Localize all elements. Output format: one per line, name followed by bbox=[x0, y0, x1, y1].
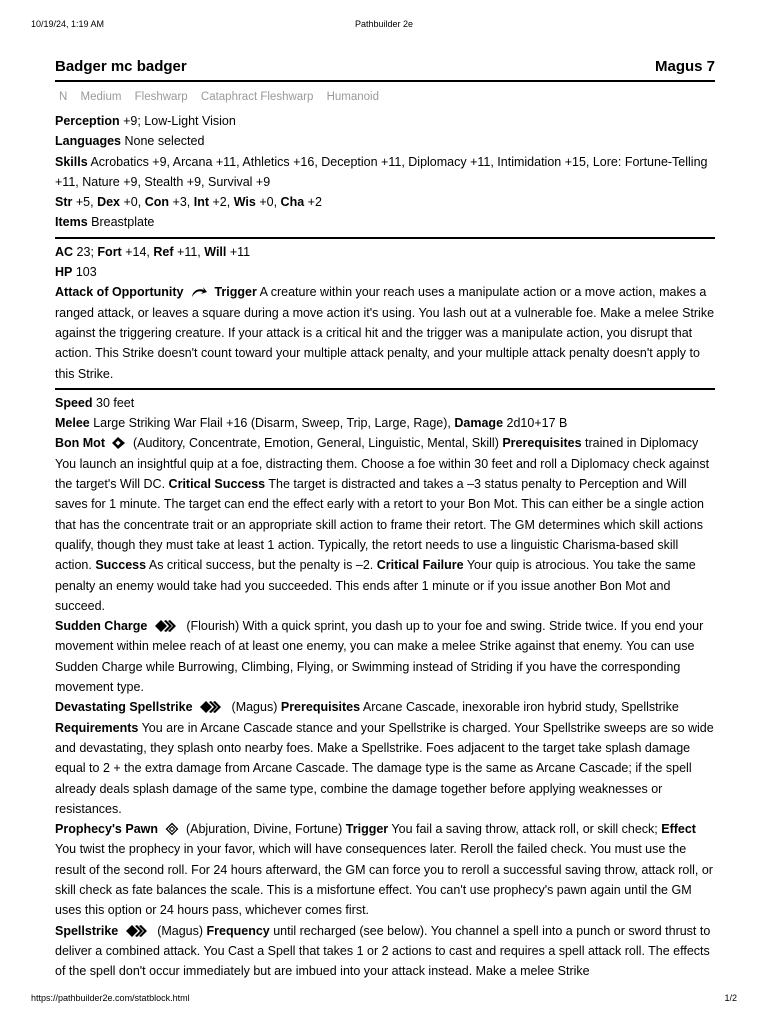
damage-value: 2d10+17 B bbox=[506, 416, 568, 431]
aoo-text: A creature within your reach uses a manipulate action or a move action, makes a ranged attack, or leaves a square during a move action it's using. You lash out at a vulnerable foe. Make a melee Strike against the triggering creature. If your attack is a critical hit and the trigger was a manipulate action, you disrupt that action. This Strike doesn't count toward your multiple attack penalty, and your multiple attack penalty doesn't apply to this Strike. bbox=[55, 285, 715, 381]
bonmot-name: Bon Mot bbox=[55, 436, 105, 451]
melee-value: Large Striking War Flail +16 (Disarm, Sweep, Trip, Large, Rage), bbox=[93, 416, 451, 431]
sudden-name: Sudden Charge bbox=[55, 619, 148, 634]
prophecys-pawn bbox=[55, 819, 715, 920]
cha-value: +2 bbox=[307, 195, 322, 210]
ref-value: +11, bbox=[177, 244, 201, 259]
fort-label: Fort bbox=[97, 244, 122, 259]
free-action-icon bbox=[165, 822, 180, 836]
ability-scores-line bbox=[55, 192, 715, 212]
ref-label: Ref bbox=[153, 244, 174, 259]
speed-line bbox=[55, 393, 715, 413]
print-url: https://pathbuilder2e.com/statblock.html bbox=[31, 993, 190, 1003]
statblock bbox=[55, 56, 715, 981]
bonmot-crit-failure-label: Critical Failure bbox=[376, 558, 464, 573]
divider bbox=[55, 237, 715, 239]
devastating-req-label: Requirements bbox=[55, 720, 139, 735]
prophecy-trigger-label: Trigger bbox=[345, 822, 389, 837]
con-label: Con bbox=[144, 195, 170, 210]
bon-mot bbox=[55, 433, 715, 616]
devastating-prereq: Arcane Cascade, inexorable iron hybrid study, Spellstrike bbox=[362, 700, 679, 715]
bonmot-traits: (Auditory, Concentrate, Emotion, General, Linguistic, Mental, Skill) bbox=[132, 436, 499, 451]
prophecy-text: You twist the prophecy in your favor, which will have consequences later. Reroll the failed check. You must use the result of the second roll. For 24 hours afterward, the GM can force you to reroll a successful saving throw, attack roll, or skill check as fate balances the scale. This is a misfortune effect. You can't use prophecy's pawn again until the GM uses this option or 24 hours pass, whichever comes first. bbox=[55, 842, 713, 918]
one-action-icon bbox=[111, 436, 126, 450]
spellstrike bbox=[55, 921, 715, 982]
character-name: Badger mc badger bbox=[55, 58, 187, 75]
devastating-name: Devastating Spellstrike bbox=[55, 700, 193, 715]
fort-value: +14, bbox=[125, 244, 150, 259]
dex-label: Dex bbox=[97, 195, 121, 210]
str-value: +5, bbox=[75, 195, 94, 210]
devastating-traits: (Magus) bbox=[231, 700, 278, 715]
languages-label: Languages bbox=[55, 134, 121, 149]
perception-value: +9; Low-Light Vision bbox=[123, 114, 236, 128]
spellstrike-name: Spellstrike bbox=[55, 923, 119, 938]
skills-line bbox=[55, 152, 715, 193]
spellstrike-traits: (Magus) bbox=[157, 923, 204, 938]
ac-value: 23; bbox=[76, 244, 94, 259]
trait-size: Medium bbox=[80, 91, 122, 103]
hp-value: 103 bbox=[75, 265, 97, 280]
prophecy-trigger: You fail a saving throw, attack roll, or skill check; bbox=[391, 822, 658, 837]
ac-label: AC bbox=[55, 244, 74, 259]
defenses-line bbox=[55, 242, 715, 262]
aoo-name: Attack of Opportunity bbox=[55, 285, 184, 300]
trait-type: Humanoid bbox=[326, 91, 380, 103]
wis-value: +0, bbox=[259, 195, 278, 210]
devastating-prereq-label: Prerequisites bbox=[280, 700, 361, 715]
bonmot-text3: As critical success, but the penalty is –2. bbox=[148, 558, 374, 573]
bonmot-text2: The target is distracted and takes a –3 status penalty to Perception and Will saves for 1 minute. The target can end the effect early with a retort to your Bon Mot. This can either be a single action that has the concentrate trait or an appropriate skill action to frame their retort. The GM determines which skill actions qualify, though they must take at least 1 action. Typically, the retort needs to use a linguistic Charisma-based skill action. bbox=[55, 477, 704, 573]
attack-of-opportunity bbox=[55, 282, 715, 383]
wis-label: Wis bbox=[233, 195, 256, 210]
int-value: +2, bbox=[212, 195, 231, 210]
prophecy-effect-label: Effect bbox=[661, 822, 696, 837]
str-label: Str bbox=[55, 195, 73, 210]
print-title: Pathbuilder 2e bbox=[354, 19, 414, 29]
speed-value: 30 feet bbox=[96, 395, 135, 410]
skills-label: Skills bbox=[55, 154, 88, 169]
sudden-charge bbox=[55, 616, 715, 697]
prophecy-name: Prophecy's Pawn bbox=[55, 822, 159, 837]
spellstrike-text: until recharged (see below). You channel a spell into a punch or sword thrust to deliver a combined attack. You Cast a Spell that takes 1 or 2 actions to cast and requires a spell attack roll. The effects of the spell don't occur immediately but are imbued into your attack instead. Make a melee Strike bbox=[55, 923, 711, 979]
trait-ancestry: Fleshwarp bbox=[134, 91, 188, 103]
bonmot-prereq: trained in Diplomacy bbox=[585, 436, 699, 451]
title-row bbox=[55, 56, 715, 82]
two-actions-icon bbox=[125, 924, 151, 938]
character-level: Magus 7 bbox=[654, 58, 715, 75]
items-label: Items bbox=[55, 215, 88, 230]
will-label: Will bbox=[204, 244, 227, 259]
prophecy-traits: (Abjuration, Divine, Fortune) bbox=[185, 822, 343, 837]
spellstrike-freq-label: Frequency bbox=[206, 923, 270, 938]
bonmot-prereq-label: Prerequisites bbox=[502, 436, 582, 451]
print-date: 10/19/24, 1:19 AM bbox=[31, 19, 105, 29]
trait-list bbox=[59, 91, 715, 111]
perception-line bbox=[55, 111, 715, 131]
languages-line bbox=[55, 131, 715, 151]
devastating-text: You are in Arcane Cascade stance and your Spellstrike is charged. Your Spellstrike sweeps are so wide and devastating, they splash onto nearby foes. Make a Spellstrike. Foes adjacent to the target take splash damage equal to 2 + the extra damage from Arcane Cascade. The damage type is the same as Arcane Cascade; if the spell already deals splash damage of the same type, combine the damage together before applying weaknesses or resistances. bbox=[55, 720, 714, 816]
sudden-text: (Flourish) With a quick sprint, you dash up to your foe and swing. Stride twice. If you end your movement within melee reach of at least one enemy, you can make a melee Strike against that enemy. You can use Sudden Charge while Burrowing, Climbing, Flying, or Swimming instead of Striding if you have the corresponding movement type. bbox=[55, 619, 704, 695]
trait-alignment: N bbox=[59, 91, 68, 103]
skills-value: Acrobatics +9, Arcana +11, Athletics +16, Deception +11, Diplomacy +11, Intimidation +15, Lore: Fortune-Telling +11, Nature +9, Stealth +9, Survival +9 bbox=[55, 154, 708, 189]
items-line bbox=[55, 212, 715, 232]
reaction-icon bbox=[190, 286, 208, 299]
bonmot-text4: Your quip is atrocious. You take the same penalty an enemy would take had you succeeded. This ends after 1 minute or if you issue another Bon Mot and succeed. bbox=[55, 558, 696, 613]
items-value: Breastplate bbox=[91, 215, 155, 230]
bonmot-success-label: Success bbox=[95, 558, 147, 573]
hp-label: HP bbox=[55, 265, 73, 280]
will-value: +11 bbox=[229, 244, 251, 259]
cha-label: Cha bbox=[280, 195, 305, 210]
bonmot-crit-success-label: Critical Success bbox=[168, 477, 266, 492]
print-footer bbox=[31, 993, 737, 1007]
two-actions-icon bbox=[154, 619, 180, 633]
trait-heritage: Cataphract Fleshwarp bbox=[200, 91, 314, 103]
two-actions-icon bbox=[199, 700, 225, 714]
perception-label: Perception bbox=[55, 114, 120, 128]
hp-line bbox=[55, 262, 715, 282]
print-header bbox=[31, 19, 737, 33]
dex-value: +0, bbox=[123, 195, 142, 210]
bonmot-text1: You launch an insightful quip at a foe, distracting them. Choose a foe within 30 feet and roll a Diplomacy check against the target's Will DC. bbox=[55, 456, 710, 492]
speed-label: Speed bbox=[55, 395, 93, 410]
divider bbox=[55, 388, 715, 390]
melee-label: Melee bbox=[55, 416, 90, 431]
aoo-trigger-label: Trigger bbox=[214, 285, 257, 300]
languages-value: None selected bbox=[124, 134, 205, 149]
int-label: Int bbox=[193, 195, 210, 210]
melee-line bbox=[55, 413, 715, 433]
devastating-spellstrike bbox=[55, 697, 715, 819]
con-value: +3, bbox=[172, 195, 191, 210]
damage-label: Damage bbox=[454, 416, 504, 431]
page-number: 1/2 bbox=[724, 993, 737, 1003]
